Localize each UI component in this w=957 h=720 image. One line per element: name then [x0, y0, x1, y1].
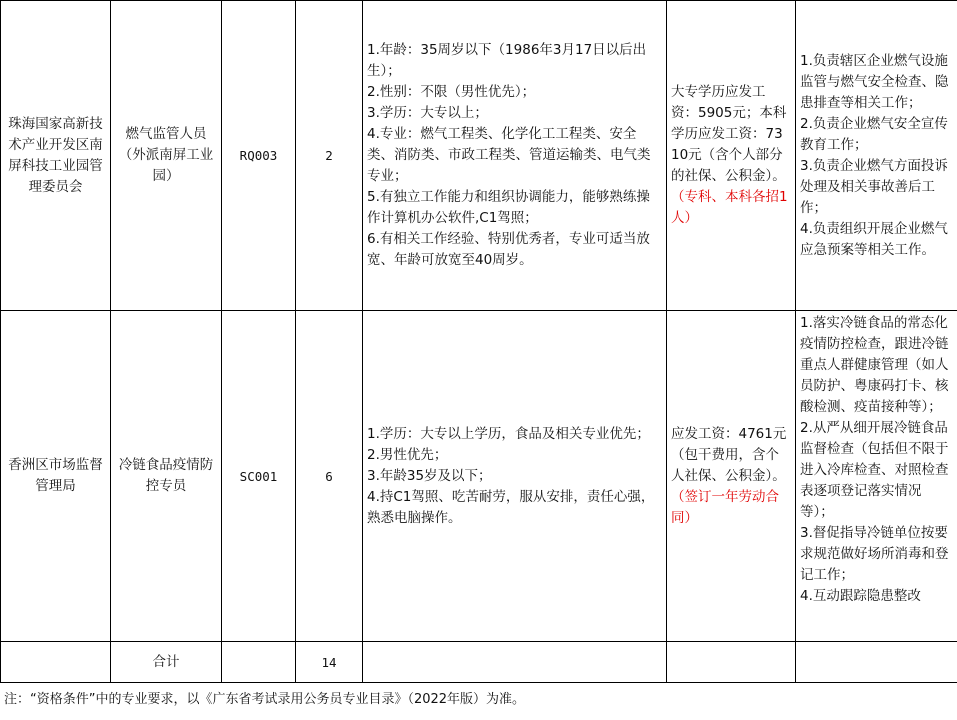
requirement-item: 6.有相关工作经验、特别优秀者，专业可适当放宽、年龄可放宽至40周岁。 — [367, 231, 650, 268]
total-count: 14 — [296, 642, 363, 683]
duty-item: 4.互动跟踪隐患整改 — [800, 588, 921, 604]
salary-cell — [667, 1, 796, 311]
position-cell: 冷链食品疫情防控专员 — [111, 311, 222, 642]
requirement-item: 1.学历：大专以上学历，食品及相关专业优先； — [367, 425, 650, 442]
salary-note: （签订一年劳动合同） — [671, 488, 779, 526]
requirement-item: 2.男性优先； — [367, 446, 448, 463]
duties-cell — [796, 1, 957, 311]
salary-text: 大专学历应发工资：5905元；本科学历应发工资：7310元（含个人部分的社保、公积金）。 — [671, 84, 787, 184]
empty-cell — [363, 642, 667, 683]
requirement-item: 1.年龄：35周岁以下（1986年3月17日以后出生）； — [367, 42, 647, 79]
requirement-item: 5.有独立工作能力和组织协调能力，能够熟练操作计算机办公软件,C1驾照； — [367, 189, 650, 226]
empty-cell — [222, 642, 296, 683]
duty-item: 3.负责企业燃气方面投诉处理及相关事故善后工作； — [800, 157, 948, 216]
duty-item: 3.督促指导冷链单位按要求规范做好场所消毒和登记工作； — [800, 525, 949, 583]
salary-note: （专科、本科各招1人） — [671, 189, 788, 226]
position-cell: 燃气监管人员（外派南屏工业园） — [111, 1, 222, 311]
requirement-item: 4.持C1驾照、吃苦耐劳，服从安排，责任心强，熟悉电脑操作。 — [367, 488, 655, 526]
table-row — [1, 311, 957, 642]
salary-cell — [667, 311, 796, 642]
requirement-item: 4.专业：燃气工程类、化学化工工程类、安全类、消防类、市政工程类、管道运输类、电气类专业； — [367, 126, 651, 184]
requirements-cell — [363, 311, 667, 642]
footnote: 注：“资格条件”中的专业要求，以《广东省考试录用公务员专业目录》（2022年版）为准。 — [4, 692, 526, 707]
unit-cell: 香洲区市场监督管理局 — [1, 311, 111, 642]
requirements-cell — [363, 1, 667, 311]
position-code-cell: RQ003 — [222, 1, 296, 311]
position-code-cell: SC001 — [222, 311, 296, 642]
duties-clip — [800, 313, 953, 637]
duty-item: 1.落实冷链食品的常态化疫情防控检查，跟进冷链重点人群健康管理（如人员防护、粤康码打卡、核酸检测、疫苗接种等）； — [800, 315, 949, 415]
duties-cell — [796, 311, 957, 642]
empty-cell — [1, 642, 111, 683]
duty-item: 2.负责企业燃气安全宣传教育工作； — [800, 115, 948, 153]
requirement-item: 3.学历：大专以上； — [367, 105, 488, 121]
duty-item: 2.从严从细开展冷链食品监督检查（包括但不限于进入冷库检查、对照检查表逐项登记落实情况等）； — [800, 420, 949, 520]
requirement-item: 2.性别：不限（男性优先）； — [367, 84, 536, 100]
salary-text: 应发工资：4761元（包干费用，含个人社保、公积金）。 — [671, 425, 787, 484]
headcount-cell: 2 — [296, 1, 363, 311]
duty-item: 4.负责组织开展企业燃气应急预案等相关工作。 — [800, 220, 948, 258]
table-row — [1, 1, 957, 311]
empty-cell — [667, 642, 796, 683]
empty-cell — [796, 642, 957, 683]
requirement-item: 3.年龄35岁及以下； — [367, 467, 492, 484]
duty-item: 1.负责辖区企业燃气设施监管与燃气安全检查、隐患排查等相关工作； — [800, 52, 949, 111]
unit-cell: 珠海国家高新技术产业开发区南屏科技工业园管理委员会 — [1, 1, 111, 311]
total-row — [1, 642, 957, 683]
headcount-cell: 6 — [296, 311, 363, 642]
total-label: 合计 — [111, 642, 222, 683]
